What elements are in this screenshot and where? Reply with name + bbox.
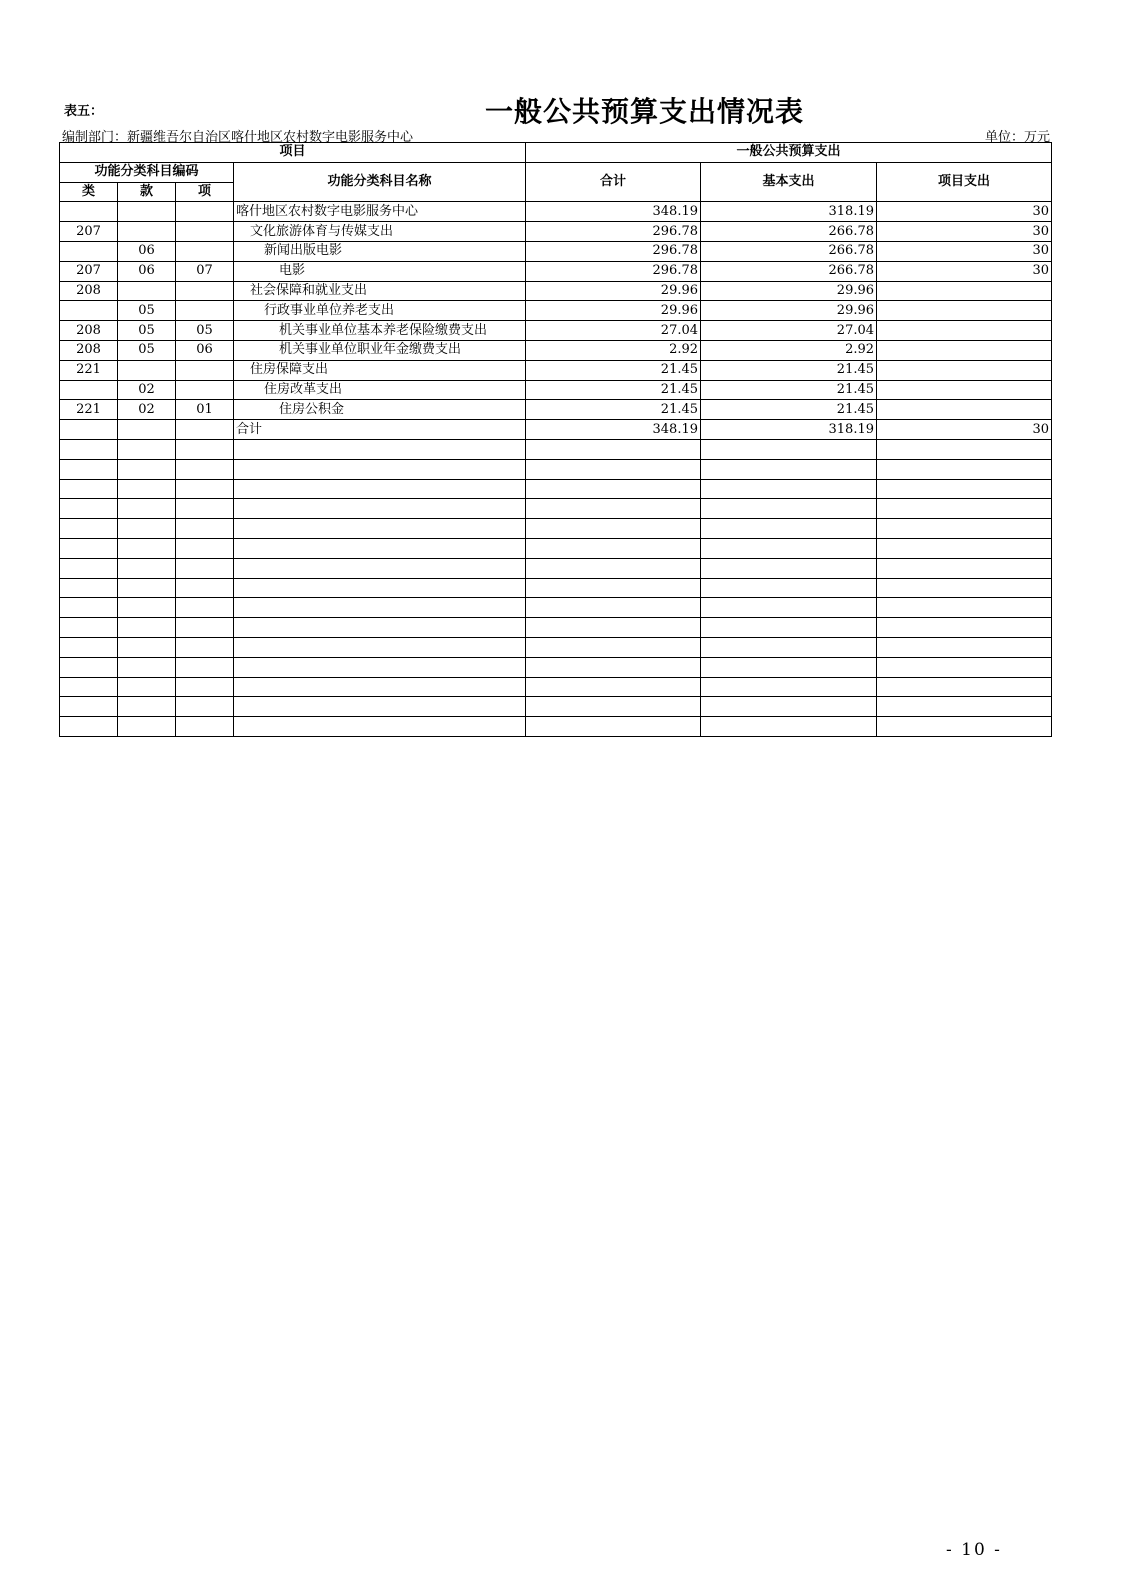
empty-cell [701,479,877,499]
cell-name: 机关事业单位职业年金缴费支出 [234,340,526,360]
cell-project [877,360,1052,380]
empty-cell [701,459,877,479]
empty-cell [234,717,526,737]
cell-total: 296.78 [526,261,701,281]
empty-cell [176,479,234,499]
cell-total: 29.96 [526,281,701,301]
cell-name: 合计 [234,420,526,440]
cell-basic: 29.96 [701,301,877,321]
empty-cell [877,538,1052,558]
cell-section: 06 [118,261,176,281]
cell-section [118,222,176,242]
empty-cell [234,598,526,618]
cell-item [176,380,234,400]
cell-project [877,321,1052,341]
empty-cell [234,657,526,677]
empty-row [60,479,1052,499]
cell-section: 05 [118,301,176,321]
empty-cell [60,637,118,657]
empty-cell [234,697,526,717]
empty-cell [526,558,701,578]
cell-item: 07 [176,261,234,281]
empty-cell [176,519,234,539]
cell-item [176,360,234,380]
empty-cell [701,519,877,539]
cell-name: 住房保障支出 [234,360,526,380]
empty-cell [877,637,1052,657]
empty-cell [526,618,701,638]
cell-total: 296.78 [526,241,701,261]
empty-cell [877,519,1052,539]
cell-section [118,360,176,380]
empty-cell [60,598,118,618]
cell-item: 01 [176,400,234,420]
cell-name: 喀什地区农村数字电影服务中心 [234,202,526,222]
empty-cell [234,439,526,459]
cell-project [877,400,1052,420]
empty-row [60,618,1052,638]
empty-cell [176,677,234,697]
empty-row [60,519,1052,539]
empty-row [60,637,1052,657]
cell-basic: 266.78 [701,241,877,261]
cell-class [60,420,118,440]
header-name: 功能分类科目名称 [234,162,526,202]
empty-cell [118,578,176,598]
empty-cell [877,618,1052,638]
cell-item [176,420,234,440]
empty-row [60,717,1052,737]
empty-cell [60,717,118,737]
table-label: 表五： [64,104,104,119]
empty-cell [60,697,118,717]
cell-section: 05 [118,340,176,360]
empty-cell [118,677,176,697]
empty-row [60,459,1052,479]
page-title: 一般公共预算支出情况表 [485,95,805,128]
cell-section: 02 [118,380,176,400]
table-row [60,360,1052,380]
cell-class [60,301,118,321]
cell-total: 21.45 [526,360,701,380]
cell-basic: 29.96 [701,281,877,301]
cell-section: 02 [118,400,176,420]
cell-class: 221 [60,400,118,420]
empty-cell [701,558,877,578]
empty-cell [60,519,118,539]
cell-project: 30 [877,420,1052,440]
empty-cell [701,598,877,618]
empty-cell [176,598,234,618]
cell-total: 348.19 [526,202,701,222]
empty-cell [60,439,118,459]
empty-cell [176,558,234,578]
cell-item: 06 [176,340,234,360]
cell-total: 296.78 [526,222,701,242]
empty-cell [526,697,701,717]
page-number: - 10 - [946,1540,1002,1560]
empty-cell [526,677,701,697]
empty-cell [234,459,526,479]
cell-item [176,241,234,261]
empty-cell [234,538,526,558]
cell-item [176,281,234,301]
cell-basic: 2.92 [701,340,877,360]
empty-row [60,598,1052,618]
header-basic: 基本支出 [701,162,877,202]
table-row [60,301,1052,321]
empty-cell [60,479,118,499]
empty-cell [234,578,526,598]
cell-class [60,202,118,222]
empty-cell [877,657,1052,677]
cell-section [118,202,176,222]
empty-cell [526,459,701,479]
cell-project: 30 [877,241,1052,261]
empty-cell [877,677,1052,697]
cell-name: 行政事业单位养老支出 [234,301,526,321]
cell-basic: 266.78 [701,222,877,242]
empty-cell [118,459,176,479]
empty-cell [877,578,1052,598]
cell-project [877,340,1052,360]
cell-name: 住房改革支出 [234,380,526,400]
budget-table [59,142,1052,737]
empty-cell [118,657,176,677]
cell-class: 208 [60,321,118,341]
cell-basic: 21.45 [701,400,877,420]
cell-total: 348.19 [526,420,701,440]
empty-cell [877,499,1052,519]
empty-cell [526,479,701,499]
cell-section [118,420,176,440]
empty-cell [176,717,234,737]
empty-cell [118,499,176,519]
cell-name: 社会保障和就业支出 [234,281,526,301]
header-budget-group: 一般公共预算支出 [526,143,1052,163]
header-total: 合计 [526,162,701,202]
empty-cell [60,657,118,677]
empty-cell [701,538,877,558]
cell-project [877,301,1052,321]
empty-row [60,657,1052,677]
empty-cell [701,657,877,677]
cell-class: 208 [60,281,118,301]
table-body [60,202,1052,737]
cell-total: 2.92 [526,340,701,360]
empty-cell [60,499,118,519]
table-row [60,222,1052,242]
empty-cell [234,618,526,638]
cell-class: 207 [60,222,118,242]
table-row [60,400,1052,420]
empty-cell [701,697,877,717]
empty-cell [60,578,118,598]
empty-cell [234,479,526,499]
empty-cell [176,459,234,479]
header-item: 项 [176,182,234,202]
cell-project [877,380,1052,400]
empty-cell [176,657,234,677]
empty-cell [701,578,877,598]
empty-cell [526,519,701,539]
empty-cell [526,499,701,519]
empty-cell [176,618,234,638]
header-project-expenditure: 项目支出 [877,162,1052,202]
table-row [60,340,1052,360]
empty-cell [118,618,176,638]
cell-section [118,281,176,301]
header-project: 项目 [60,143,526,163]
empty-cell [176,697,234,717]
cell-item [176,222,234,242]
empty-cell [526,717,701,737]
empty-cell [701,499,877,519]
table-row [60,261,1052,281]
empty-row [60,677,1052,697]
cell-basic: 27.04 [701,321,877,341]
cell-project: 30 [877,222,1052,242]
empty-cell [526,439,701,459]
cell-project: 30 [877,202,1052,222]
header-class: 类 [60,182,118,202]
table-row [60,321,1052,341]
empty-cell [234,637,526,657]
cell-class: 207 [60,261,118,281]
empty-row [60,578,1052,598]
empty-cell [877,558,1052,578]
empty-cell [701,439,877,459]
empty-cell [526,598,701,618]
cell-basic: 318.19 [701,420,877,440]
empty-cell [701,637,877,657]
empty-cell [526,538,701,558]
header-section: 款 [118,182,176,202]
empty-cell [176,439,234,459]
table-row [60,241,1052,261]
cell-item [176,301,234,321]
cell-basic: 318.19 [701,202,877,222]
empty-cell [176,637,234,657]
table-row [60,281,1052,301]
empty-cell [877,717,1052,737]
empty-cell [701,618,877,638]
empty-cell [877,439,1052,459]
table-row [60,420,1052,440]
empty-cell [877,459,1052,479]
empty-cell [60,558,118,578]
empty-cell [60,459,118,479]
table-row [60,202,1052,222]
cell-basic: 266.78 [701,261,877,281]
empty-cell [60,538,118,558]
cell-class: 208 [60,340,118,360]
empty-cell [118,697,176,717]
empty-row [60,558,1052,578]
empty-row [60,439,1052,459]
empty-cell [526,578,701,598]
empty-cell [118,558,176,578]
empty-cell [118,519,176,539]
cell-item [176,202,234,222]
cell-basic: 21.45 [701,380,877,400]
cell-section: 05 [118,321,176,341]
empty-cell [118,479,176,499]
cell-basic: 21.45 [701,360,877,380]
empty-cell [526,637,701,657]
unit-label: 单位：万元 [984,130,1050,145]
empty-cell [118,717,176,737]
empty-cell [234,677,526,697]
empty-cell [877,598,1052,618]
empty-cell [701,717,877,737]
cell-total: 21.45 [526,400,701,420]
department-line: 编制部门：新疆维吾尔自治区喀什地区农村数字电影服务中心 [62,130,414,145]
empty-cell [234,499,526,519]
table-row [60,380,1052,400]
cell-name: 新闻出版电影 [234,241,526,261]
empty-cell [176,578,234,598]
cell-class [60,380,118,400]
cell-name: 文化旅游体育与传媒支出 [234,222,526,242]
empty-row [60,499,1052,519]
cell-class: 221 [60,360,118,380]
cell-total: 29.96 [526,301,701,321]
cell-name: 住房公积金 [234,400,526,420]
empty-cell [176,538,234,558]
cell-name: 电影 [234,261,526,281]
empty-cell [118,439,176,459]
empty-cell [877,697,1052,717]
cell-class [60,241,118,261]
empty-row [60,538,1052,558]
cell-project [877,281,1052,301]
empty-cell [118,538,176,558]
empty-cell [701,677,877,697]
empty-cell [176,499,234,519]
empty-cell [234,558,526,578]
empty-cell [118,598,176,618]
cell-total: 21.45 [526,380,701,400]
empty-cell [118,637,176,657]
empty-row [60,697,1052,717]
empty-cell [877,479,1052,499]
empty-cell [234,519,526,539]
header-code-group: 功能分类科目编码 [60,162,234,182]
cell-name: 机关事业单位基本养老保险缴费支出 [234,321,526,341]
empty-cell [60,677,118,697]
empty-cell [60,618,118,638]
cell-total: 27.04 [526,321,701,341]
cell-section: 06 [118,241,176,261]
cell-project: 30 [877,261,1052,281]
cell-item: 05 [176,321,234,341]
empty-cell [526,657,701,677]
